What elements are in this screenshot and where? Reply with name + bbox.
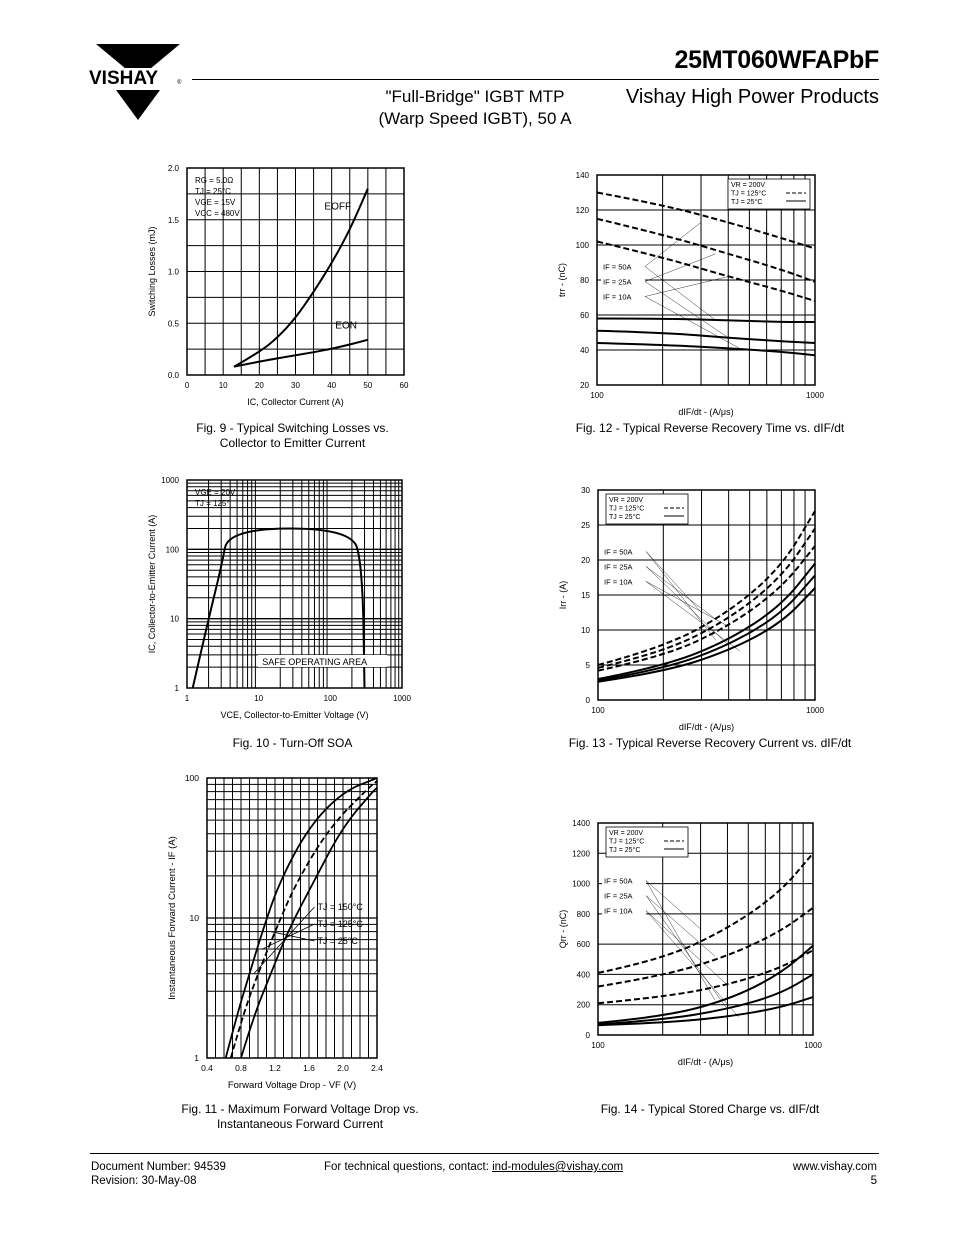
leader-line (646, 551, 716, 640)
x-tick-label: 100 (591, 1041, 605, 1050)
leader-line (646, 911, 727, 985)
leader-line (646, 881, 701, 929)
condition-text: TJ = 25°C (195, 187, 231, 196)
fig13-caption: Fig. 13 - Typical Reverse Recovery Current vs. dIF/dt (568, 736, 852, 750)
y-tick-label: 800 (576, 909, 590, 919)
leader-line (646, 581, 729, 626)
curve-label: IF = 10A (603, 292, 632, 302)
y-tick-label: 10 (170, 614, 179, 624)
leader-line (645, 282, 728, 338)
series-label: TJ = 125°C (317, 919, 363, 929)
x-tick-label: 1000 (806, 706, 824, 715)
footer-rule (90, 1153, 879, 1154)
legend-text: TJ = 25°C (609, 847, 641, 854)
y-tick-label: 10 (581, 626, 590, 635)
legend-text: VR = 200V (609, 497, 644, 504)
fig11-caption-line1: Fig. 11 - Maximum Forward Voltage Drop vs. (181, 1102, 419, 1116)
y-tick-label: 60 (580, 311, 589, 320)
y-tick-label: 200 (576, 1000, 590, 1010)
fig12-reverse-recovery-time-chart (555, 165, 845, 417)
legend-text: VR = 200V (731, 182, 766, 189)
x-axis-label: IC, Collector Current (A) (247, 397, 344, 407)
x-axis-label: VCE, Collector-to-Emitter Voltage (V) (220, 710, 369, 720)
series-line (597, 331, 815, 343)
subtitle-line1: "Full-Bridge" IGBT MTP (385, 87, 565, 106)
logo-brand: VISHAY (89, 68, 158, 89)
website-link[interactable]: www.vishay.com (792, 1161, 877, 1173)
fig14-stored-charge-chart (555, 815, 845, 1067)
condition-text: VGE = 15V (195, 198, 236, 207)
fig12-caption: Fig. 12 - Typical Reverse Recovery Time vs. dIF/dt (575, 421, 845, 435)
y-tick-label: 1400 (572, 819, 590, 828)
y-tick-label: 10 (189, 913, 199, 923)
x-tick-label: 30 (291, 381, 300, 390)
fig9-caption-line2: Collector to Emitter Current (219, 436, 366, 450)
leader-line (646, 566, 716, 619)
series-line (598, 511, 815, 665)
series-label: EOFF (324, 201, 352, 213)
fig11-caption-line2: Instantaneous Forward Current (216, 1117, 384, 1131)
leader-line (262, 924, 314, 949)
curve-label: IF = 10A (604, 577, 633, 587)
x-axis-label: dIF/dt - (A/μs) (678, 407, 734, 417)
footer-contact (324, 1160, 623, 1174)
x-axis-label: Forward Voltage Drop - VF (V) (227, 1080, 357, 1091)
condition-text: TJ = 125° (195, 499, 230, 508)
x-tick-label: 2.4 (371, 1063, 383, 1073)
y-tick-label: 100 (184, 773, 199, 783)
y-tick-label: 1 (174, 684, 179, 693)
y-tick-label: 0.5 (167, 319, 179, 329)
series-line (234, 340, 368, 367)
leader-line (645, 267, 716, 321)
division-name: Vishay High Power Products (625, 86, 879, 108)
x-tick-label: 50 (363, 381, 373, 390)
y-tick-label: 1200 (572, 849, 590, 859)
header-rule (192, 79, 879, 80)
condition-text: RG = 5.0Ω (195, 176, 234, 185)
y-tick-label: 100 (575, 241, 589, 250)
y-tick-label: 600 (576, 940, 590, 950)
y-tick-label: 0 (585, 1031, 590, 1040)
legend-text: TJ = 25°C (609, 514, 641, 521)
legend-text: TJ = 25°C (731, 199, 763, 206)
leader-line (254, 907, 315, 974)
x-tick-label: 1 (184, 694, 190, 703)
series-line (598, 950, 813, 1003)
x-axis-label: dIF/dt - (A/μs) (678, 722, 735, 732)
curve-label: IF = 50A (603, 262, 632, 272)
part-number: 25MT060WFAPbF (674, 46, 879, 74)
y-tick-label: 80 (580, 276, 589, 285)
y-tick-label: 1.0 (167, 267, 179, 277)
legend-text: VR = 200V (609, 830, 644, 837)
condition-text: VCC = 480V (195, 209, 240, 218)
contact-email-link[interactable]: ind-modules@vishay.com (492, 1161, 624, 1173)
leader-line (646, 911, 738, 1017)
x-tick-label: 20 (254, 381, 264, 390)
y-tick-label: 30 (581, 486, 590, 495)
doc-number: Document Number: 94539 (91, 1161, 226, 1173)
x-tick-label: 40 (327, 381, 337, 390)
x-tick-label: 1.2 (269, 1063, 281, 1073)
fig9-caption (150, 421, 435, 451)
footer-site-info (793, 1160, 877, 1188)
y-tick-label: 0 (585, 696, 590, 705)
y-axis-label: Qrr - (nC) (558, 909, 568, 949)
page-number: 5 (870, 1175, 877, 1187)
x-tick-label: 60 (399, 381, 409, 390)
y-tick-label: 1.5 (167, 215, 179, 225)
curve-label: IF = 25A (604, 562, 633, 572)
curve-label: IF = 25A (604, 891, 633, 901)
y-tick-label: 1000 (161, 476, 179, 485)
x-tick-label: 100 (323, 694, 338, 703)
fig11-caption (150, 1102, 450, 1132)
y-tick-label: 1 (194, 1053, 199, 1063)
fig11-forward-voltage-chart (165, 768, 395, 1098)
curve-label: IF = 25A (603, 277, 632, 287)
contact-prefix: For technical questions, contact: (324, 1161, 493, 1173)
y-tick-label: 400 (576, 970, 590, 980)
x-tick-label: 1000 (804, 1041, 822, 1050)
vishay-logo (88, 44, 188, 124)
series-label: EON (335, 320, 357, 332)
subtitle-line2: (Warp Speed IGBT), 50 A (378, 109, 572, 128)
product-subtitle (365, 86, 585, 130)
fig14-caption: Fig. 14 - Typical Stored Charge vs. dIF/dt (600, 1102, 820, 1116)
x-tick-label: 2.0 (337, 1063, 349, 1073)
x-tick-label: 0.4 (201, 1063, 213, 1073)
y-axis-label: IC, Collector-to-Emitter Current (A) (147, 514, 157, 654)
revision-date: Revision: 30-May-08 (91, 1175, 197, 1187)
y-tick-label: 140 (575, 171, 589, 180)
x-tick-label: 10 (218, 381, 228, 390)
y-axis-label: Irr - (A) (558, 580, 568, 610)
fig10-caption: Fig. 10 - Turn-Off SOA (232, 736, 353, 750)
condition-text: VGE = 20V (195, 488, 236, 497)
y-tick-label: 0.0 (167, 371, 179, 380)
series-label: TJ = 150°C (317, 902, 363, 912)
x-axis-label: dIF/dt - (A/μs) (677, 1057, 734, 1067)
series-line (597, 219, 815, 282)
fig9-caption-line1: Fig. 9 - Typical Switching Losses vs. (196, 421, 389, 435)
leader-line (646, 896, 715, 957)
curve-label: IF = 10A (604, 906, 633, 916)
series-line (597, 343, 815, 355)
y-tick-label: 15 (581, 591, 590, 600)
series-label: TJ = 25°C (317, 936, 358, 946)
legend-text: TJ = 125°C (609, 505, 645, 513)
leader-line (645, 222, 701, 266)
y-tick-label: 20 (581, 556, 590, 565)
logo-registered: ® (177, 80, 182, 86)
footer-doc-info (91, 1160, 226, 1188)
y-axis-label: trr - (nC) (557, 263, 567, 297)
x-tick-label: 1000 (393, 694, 411, 703)
y-tick-label: 2.0 (167, 164, 179, 173)
y-tick-label: 20 (580, 381, 589, 390)
y-tick-label: 5 (585, 661, 590, 670)
leader-line (646, 896, 727, 1010)
x-tick-label: 1000 (806, 391, 824, 400)
series-line (598, 946, 813, 1023)
x-tick-label: 100 (590, 391, 604, 400)
annotation-text: SAFE OPERATING AREA (262, 657, 368, 667)
leader-line (646, 581, 740, 651)
x-tick-label: 100 (591, 706, 605, 715)
fig9-switching-losses-chart (130, 160, 430, 420)
curve-label: IF = 50A (604, 547, 633, 557)
leader-line (645, 297, 739, 349)
y-tick-label: 100 (165, 545, 179, 555)
y-axis-label: Switching Losses (mJ) (147, 226, 157, 317)
legend-text: TJ = 125°C (731, 190, 767, 198)
series-line (234, 189, 368, 367)
x-tick-label: 0 (184, 381, 190, 390)
y-tick-label: 25 (581, 521, 590, 530)
x-tick-label: 1.6 (303, 1063, 315, 1073)
y-tick-label: 40 (580, 346, 589, 355)
y-tick-label: 1000 (572, 879, 590, 889)
x-tick-label: 0.8 (235, 1063, 247, 1073)
series-line (597, 319, 815, 323)
leader-line (646, 551, 702, 612)
fig10-turn-off-soa-chart (130, 472, 430, 732)
fig13-reverse-recovery-current-chart (545, 482, 845, 732)
y-tick-label: 120 (575, 206, 589, 215)
x-tick-label: 10 (254, 694, 264, 703)
y-axis-label: Instantaneous Forward Current - IF (A) (167, 836, 178, 1000)
curve-label: IF = 50A (604, 876, 633, 886)
legend-text: TJ = 125°C (609, 838, 645, 846)
